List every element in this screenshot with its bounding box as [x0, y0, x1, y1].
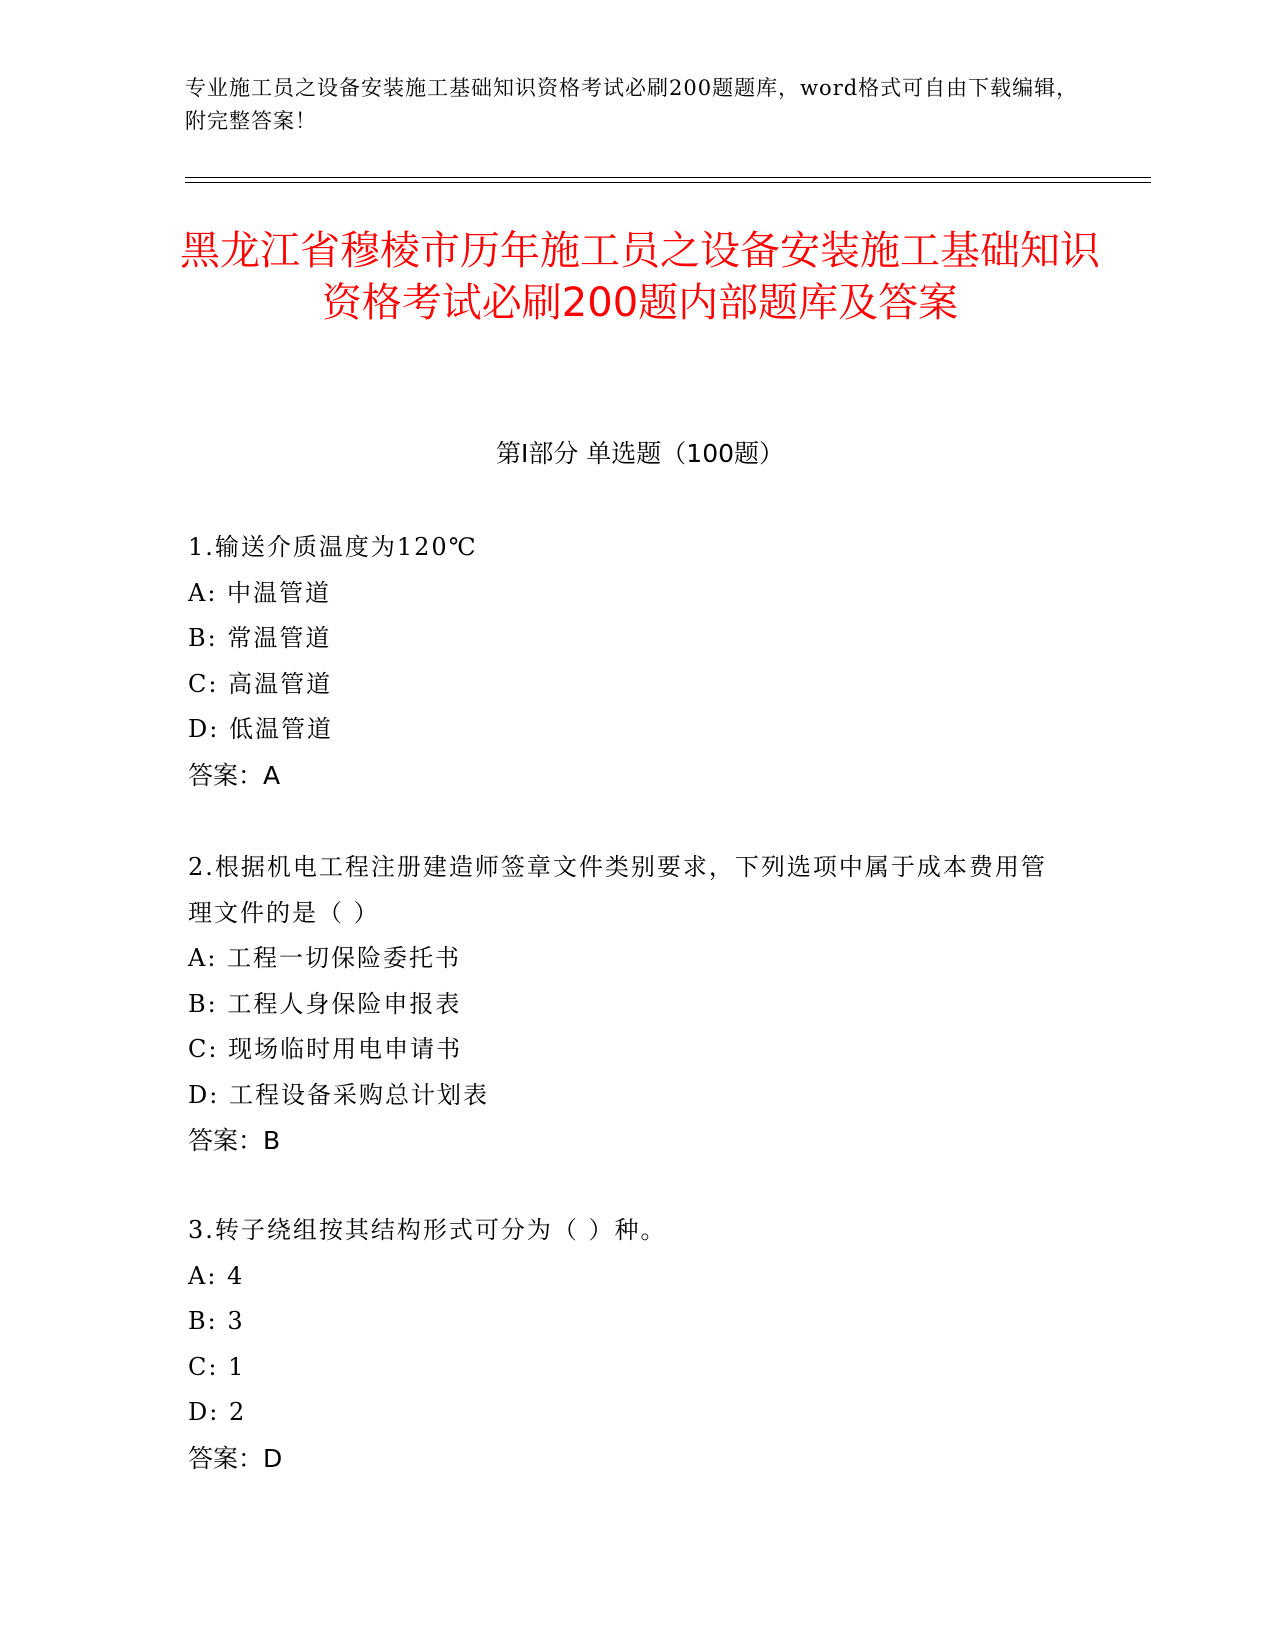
option-a: A: 工程一切保险委托书 — [188, 944, 462, 972]
option-b: B: 3 — [188, 1307, 245, 1335]
document-title: 黑龙江省穆棱市历年施工员之设备安装施工基础知识资格考试必刷200题内部题库及答案 — [180, 228, 1100, 326]
header-rule-top — [185, 177, 1151, 178]
answer-line: 答案：A — [188, 760, 281, 790]
option-d: D: 低温管道 — [188, 715, 333, 743]
option-a: A: 4 — [188, 1261, 245, 1290]
question-stem: 2.根据机电工程注册建造师签章文件类别要求，下列选项中属于成本费用管理文件的是（ ） — [188, 853, 1047, 927]
option-c: C: 高温管道 — [188, 669, 333, 698]
option-d: D: 工程设备采购总计划表 — [188, 1080, 489, 1109]
question-stem: 1.输送介质温度为120℃ — [188, 533, 478, 561]
option-d: D: 2 — [188, 1398, 247, 1426]
question-block — [188, 845, 1088, 1164]
question-block — [188, 525, 1088, 798]
option-c: C: 现场临时用电申请书 — [188, 1035, 463, 1063]
answer-line: 答案：B — [188, 1126, 281, 1155]
question-block — [188, 1208, 1088, 1481]
answer-line: 答案：D — [188, 1443, 283, 1473]
option-b: B: 常温管道 — [188, 624, 332, 652]
option-c: C: 1 — [188, 1352, 246, 1381]
section-heading: 第I部分 单选题（100题） — [495, 439, 785, 468]
header-rule-bottom — [185, 182, 1151, 183]
question-stem: 3.转子绕组按其结构形式可分为（ ）种。 — [188, 1216, 667, 1244]
option-a: A: 中温管道 — [188, 578, 332, 607]
option-b: B: 工程人身保险申报表 — [188, 989, 462, 1018]
intro-text: 专业施工员之设备安装施工基础知识资格考试必刷200题题库，word格式可自由下载编辑，附完整答案！ — [185, 76, 1079, 133]
